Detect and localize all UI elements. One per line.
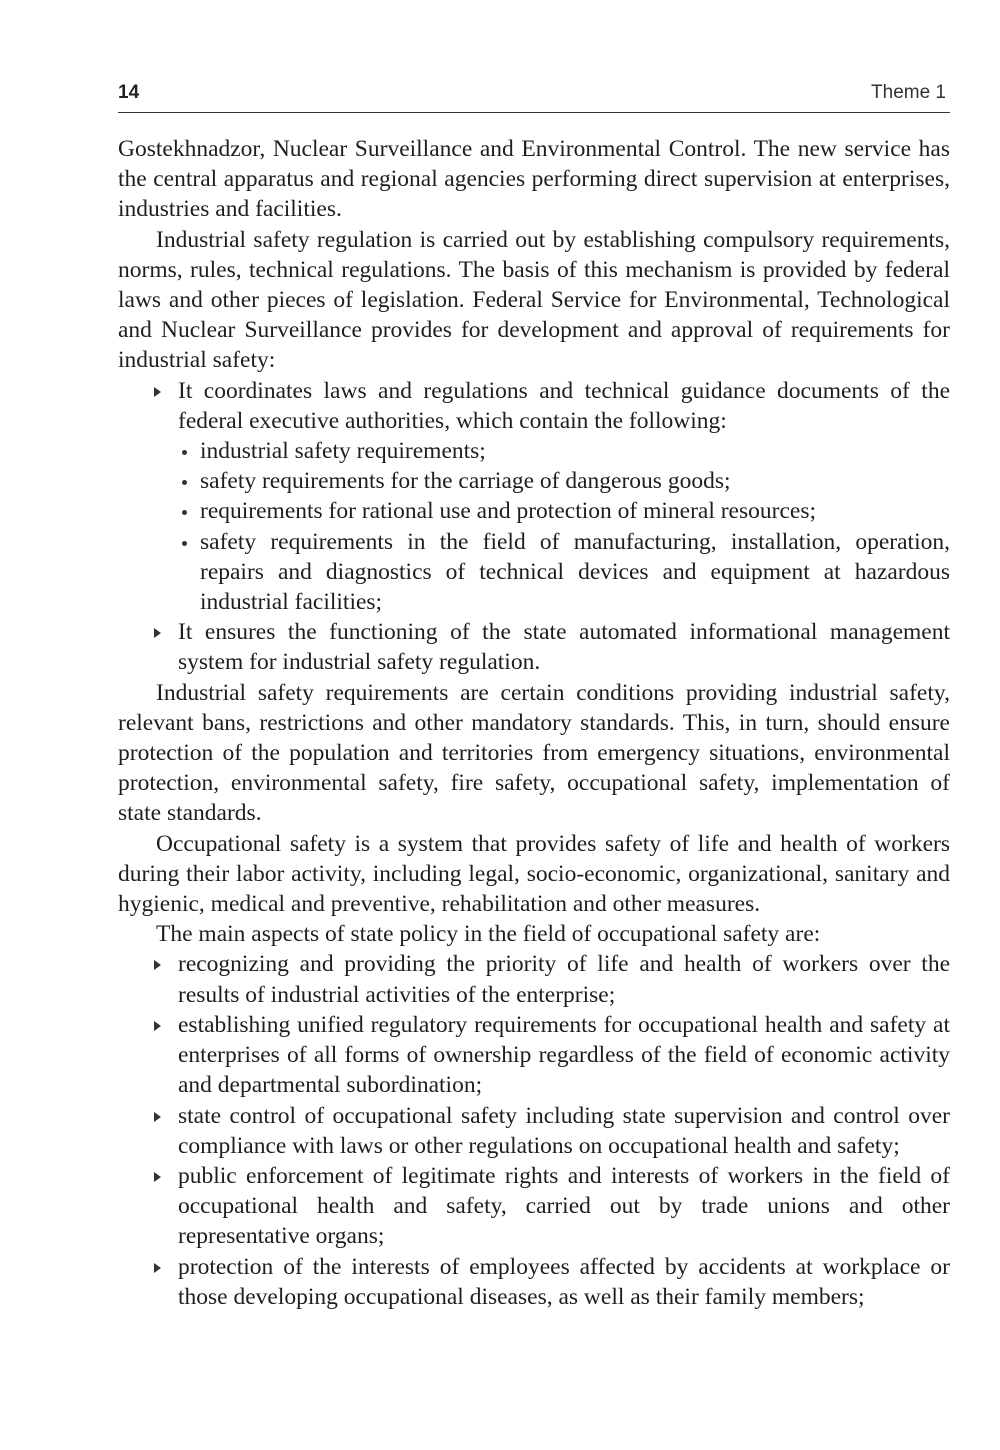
page-number: 14 <box>118 82 140 103</box>
sub-list-item-text: industrial safety requirements; <box>200 438 486 465</box>
triangle-bullet-icon <box>154 1172 161 1182</box>
sub-list-item <box>178 527 950 618</box>
sub-list-item <box>178 436 950 466</box>
paragraph: Occupational safety is a system that provides safety of life and health of workers during their labor activity, including legal, socio-economic, organizational, sanitary and hygienic, medical and preventive, rehabilitation and other measures. <box>118 830 950 918</box>
running-header <box>118 78 950 113</box>
dot-bullet-icon <box>182 541 187 546</box>
list-item-text: It coordinates laws and regulations and technical guidance documents of the federal executive authorities, which contain the following: <box>178 377 950 434</box>
triangle-bullet-icon <box>154 628 161 638</box>
list-item <box>118 1161 950 1252</box>
list-item-text: It ensures the functioning of the state automated informational management system for industrial safety regulation. <box>178 619 950 676</box>
list-item <box>118 376 950 618</box>
triangle-bullet-icon <box>154 960 161 970</box>
list-item <box>118 1101 950 1161</box>
body-text <box>118 134 950 1312</box>
sub-list-item-text: safety requirements for the carriage of dangerous goods; <box>200 468 731 495</box>
triangle-bullet-icon <box>154 1263 161 1273</box>
sub-list-item <box>178 466 950 496</box>
paragraph: Gostekhnadzor, Nuclear Surveillance and Environmental Control. The new service has the central apparatus and regional agencies performing direct supervision at enterprises, industries and facilities. <box>118 136 950 223</box>
triangle-bullet-icon <box>154 1112 161 1122</box>
paragraph: Industrial safety regulation is carried out by establishing compulsory requirements, norms, rules, technical regulations. The basis of this mechanism is provided by federal laws and other pieces of legislation. Federal Service for Environmental, Technological and Nuclear Surveillance provides for development and approval of requirements for industrial safety: <box>118 226 950 374</box>
dot-bullet-icon <box>182 510 187 515</box>
list-item <box>118 1252 950 1312</box>
list-item-text: state control of occupational safety including state supervision and control over compliance with laws or other regulations on occupational health and safety; <box>178 1102 950 1159</box>
list-item <box>118 617 950 677</box>
list-item-text: protection of the interests of employees affected by accidents at workplace or those developing occupational diseases, as well as their family members; <box>178 1253 950 1310</box>
dot-bullet-icon <box>182 450 187 455</box>
paragraph: Industrial safety requirements are certain conditions providing industrial safety, relevant bans, restrictions and other mandatory standards. This, in turn, should ensure protection of the population and territories from emergency situations, environmental protection, environmental safety, fire safety, occupational safety, implementation of state standards. <box>118 679 950 827</box>
list-item-text: public enforcement of legitimate rights and interests of workers in the field of occupational health and safety, carried out by trade unions and other representative organs; <box>178 1162 950 1250</box>
list-item-text: recognizing and providing the priority of life and health of workers over the results of industrial activities of the enterprise; <box>178 951 950 1008</box>
sub-list-item-text: requirements for rational use and protection of mineral resources; <box>200 498 816 525</box>
list-item <box>118 1010 950 1101</box>
paragraph: The main aspects of state policy in the field of occupational safety are: <box>156 921 821 948</box>
list-item <box>118 949 950 1009</box>
section-title: Theme 1 <box>871 82 946 103</box>
dot-bullet-icon <box>182 480 187 485</box>
sub-list <box>178 436 950 617</box>
policy-list <box>118 949 950 1311</box>
list-item-text: establishing unified regulatory requirements for occupational health and safety at enterprises of all forms of ownership regardless of the field of economic activity and departmental subordination; <box>178 1011 950 1099</box>
triangle-bullet-icon <box>154 387 161 397</box>
sub-list-item <box>178 496 950 526</box>
triangle-bullet-icon <box>154 1021 161 1031</box>
functions-list <box>118 376 950 678</box>
sub-list-item-text: safety requirements in the field of manufacturing, installation, operation, repairs and diagnostics of technical devices and equipment at hazardous industrial facilities; <box>200 528 950 616</box>
